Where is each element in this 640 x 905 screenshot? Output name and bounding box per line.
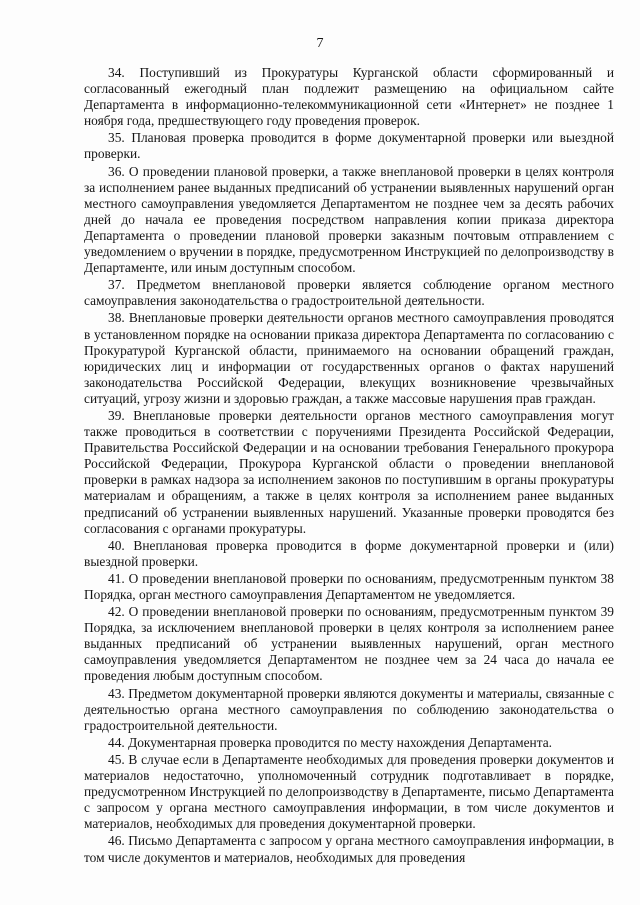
paragraph-37: 37. Предметом внеплановой проверки является соблюдение органом местного самоуправления законодательства о градостроительной деятельности.: [84, 277, 614, 309]
paragraph-41: 41. О проведении внеплановой проверки по основаниям, предусмотренным пунктом 38 Порядка, орган местного самоуправления Департаментом не уведомляется.: [84, 570, 614, 602]
page-number: 7: [316, 36, 324, 51]
paragraph-36: 36. О проведении плановой проверки, а также внеплановой проверки в целях контроля за исполнением ранее выданных предписаний об устранении выявленных нарушений орган местного самоуправления уведомляется Департаментом не позднее чем за десять рабочих дней до начала ее проведения посредством направления копии приказа директора Департамента о проведении плановой проверки заказным почтовым отправлением с уведомлением о вручении в порядке, предусмотренном Инструкцией по делопроизводству в Департаменте, или иным доступным способом.: [84, 163, 614, 276]
paragraph-35: 35. Плановая проверка проводится в форме документарной проверки или выездной проверки.: [84, 130, 614, 162]
paragraph-38: 38. Внеплановые проверки деятельности органов местного самоуправления проводятся в установленном порядке на основании приказа директора Департамента по согласованию с Прокуратурой Курганской области, принимаемого на основании обращений граждан, юридических лиц и информации от государственных органов о фактах нарушений законодательства Российской Федерации, влекущих возникновение чрезвычайных ситуаций, угрозу жизни и здоровью граждан, а также массовые нарушения прав граждан.: [84, 310, 614, 406]
paragraph-40: 40. Внеплановая проверка проводится в форме документарной проверки и (или) выездной проверки.: [84, 537, 614, 569]
paragraph-46: 46. Письмо Департамента с запросом у органа местного самоуправления информации, в том числе документов и материалов, необходимых для проведения: [84, 833, 614, 865]
paragraph-43: 43. Предметом документарной проверки являются документы и материалы, связанные с деятельностью органа местного самоуправления по соблюдению законодательства о градостроительной деятельности.: [84, 685, 614, 733]
paragraph-42: 42. О проведении внеплановой проверки по основаниям, предусмотренным пунктом 39 Порядка, за исключением внеплановой проверки в целях контроля за исполнением ранее выданных предписаний об устранении выявленных нарушений, орган местного самоуправления уведомляется Департаментом не позднее чем за 24 часа до начала ее проведения любым доступным способом.: [84, 604, 614, 684]
paragraph-39: 39. Внеплановые проверки деятельности органов местного самоуправления могут также проводиться в соответствии с поручениями Президента Российской Федерации, Правительства Российской Федерации и на основании требования Генерального прокурора Российской Федерации, Прокурора Курганской области о проведении внеплановой проверки в рамках надзора за исполнением законов по поступившим в органы прокуратуры материалам и обращениям, а также в целях контроля за исполнением ранее выданных предписаний об устранении выявленных нарушений. Указанные проверки проводятся без согласования с органами прокуратуры.: [84, 407, 614, 536]
paragraph-44: 44. Документарная проверка проводится по месту нахождения Департамента.: [108, 734, 553, 750]
paragraph-45: 45. В случае если в Департаменте необходимых для проведения проверки документов и материалов недостаточно, уполномоченный сотрудник подготавливает в порядке, предусмотренном Инструкцией по делопроизводству в Департаменте, письмо Департамента с запросом у органа местного самоуправления информации, в том числе документов и материалов, необходимых для проведения документарной проверки.: [84, 751, 614, 832]
document-body: [84, 65, 614, 867]
paragraph-34: 34. Поступивший из Прокуратуры Курганской области сформированный и согласованный ежегодный план подлежит размещению на официальном сайте Департамента в информационно-телекоммуникационной сети «Интернет» не позднее 1 ноября года, предшествующего году проведения проверок.: [84, 65, 614, 129]
